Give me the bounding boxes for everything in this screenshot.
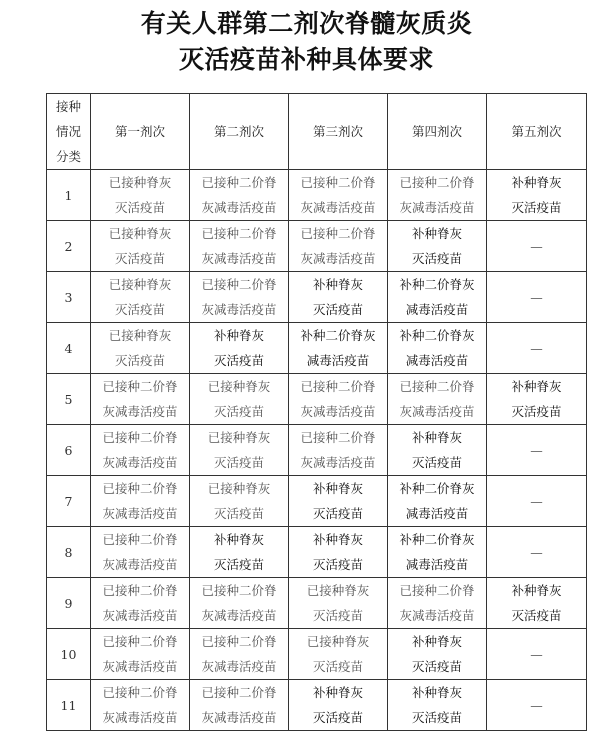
row-number: 4: [47, 323, 91, 374]
supplementary-dose-cell: [190, 527, 289, 578]
header-category-line: 分类: [55, 149, 81, 164]
header-category-line: 情况: [55, 124, 81, 139]
cell-line: 已接种二价脊: [399, 583, 475, 598]
cell-line: 已接种二价脊: [102, 379, 178, 394]
table-row: [47, 425, 587, 476]
table-row: [47, 221, 587, 272]
cell-line: 补种脊灰: [312, 277, 363, 292]
row-number: 8: [47, 527, 91, 578]
cell-line: 灭活疫苗: [114, 251, 165, 266]
received-dose-cell: [289, 374, 388, 425]
cell-line: 灭活疫苗: [411, 251, 462, 266]
supplementary-dose-cell: [487, 374, 587, 425]
cell-line: 灰减毒活疫苗: [102, 455, 178, 470]
cell-line: 已接种脊灰: [207, 481, 271, 496]
cell-line: 灰减毒活疫苗: [102, 506, 178, 521]
received-dose-cell: [190, 272, 289, 323]
cell-line: 补种脊灰: [312, 532, 363, 547]
header-dose-5: 第五剂次: [487, 94, 587, 170]
cell-line: 补种脊灰: [312, 685, 363, 700]
cell-line: 已接种二价脊: [300, 430, 376, 445]
not-applicable-cell: —: [487, 680, 587, 731]
cell-line: 灭活疫苗: [114, 302, 165, 317]
received-dose-cell: [388, 578, 487, 629]
supplementary-dose-cell: [487, 578, 587, 629]
cell-line: 灭活疫苗: [213, 404, 264, 419]
header-dose-3: 第三剂次: [289, 94, 388, 170]
cell-line: 已接种二价脊: [201, 277, 277, 292]
received-dose-cell: [190, 374, 289, 425]
supplementary-dose-cell: [388, 323, 487, 374]
received-dose-cell: [289, 425, 388, 476]
received-dose-cell: [289, 221, 388, 272]
supplementary-dose-cell: [388, 425, 487, 476]
cell-line: 补种脊灰: [213, 532, 264, 547]
row-number: 9: [47, 578, 91, 629]
table-row: [47, 374, 587, 425]
supplementary-dose-cell: [388, 629, 487, 680]
document-title-line-1: 有关人群第二剂次脊髓灰质炎: [140, 9, 473, 38]
cell-line: 灭活疫苗: [411, 710, 462, 725]
received-dose-cell: [190, 680, 289, 731]
table-row: [47, 527, 587, 578]
not-applicable-cell: —: [487, 629, 587, 680]
received-dose-cell: [91, 170, 190, 221]
received-dose-cell: [388, 374, 487, 425]
received-dose-cell: [91, 578, 190, 629]
supplementary-dose-cell: [388, 527, 487, 578]
received-dose-cell: [289, 578, 388, 629]
document-title-line-2: 灭活疫苗补种具体要求: [178, 45, 434, 74]
supplementary-dose-cell: [289, 527, 388, 578]
cell-line: 补种脊灰: [411, 430, 462, 445]
header-category-line: 接种: [55, 99, 81, 114]
cell-line: 灰减毒活疫苗: [201, 710, 277, 725]
cell-line: 已接种脊灰: [306, 634, 370, 649]
cell-line: 灭活疫苗: [312, 710, 363, 725]
received-dose-cell: [91, 476, 190, 527]
header-dose-4: 第四剂次: [388, 94, 487, 170]
cell-line: 补种脊灰: [511, 379, 562, 394]
table-row: [47, 323, 587, 374]
cell-line: 已接种二价脊: [102, 481, 178, 496]
cell-line: 灰减毒活疫苗: [300, 200, 376, 215]
supplementary-dose-cell: [388, 272, 487, 323]
supplementary-dose-cell: [388, 680, 487, 731]
received-dose-cell: [91, 374, 190, 425]
cell-line: 灭活疫苗: [213, 506, 264, 521]
row-number: 11: [47, 680, 91, 731]
not-applicable-cell: —: [487, 476, 587, 527]
cell-line: 已接种二价脊: [300, 175, 376, 190]
cell-line: 灭活疫苗: [312, 557, 363, 572]
header-category: [47, 94, 91, 170]
received-dose-cell: [289, 629, 388, 680]
received-dose-cell: [91, 221, 190, 272]
cell-line: 灭活疫苗: [114, 200, 165, 215]
received-dose-cell: [190, 425, 289, 476]
received-dose-cell: [190, 629, 289, 680]
cell-line: 减毒活疫苗: [405, 557, 469, 572]
row-number: 10: [47, 629, 91, 680]
received-dose-cell: [91, 272, 190, 323]
cell-line: 已接种二价脊: [201, 634, 277, 649]
row-number: 7: [47, 476, 91, 527]
cell-line: 已接种二价脊: [102, 634, 178, 649]
table-row: [47, 476, 587, 527]
cell-line: 灰减毒活疫苗: [102, 710, 178, 725]
cell-line: 已接种脊灰: [108, 328, 172, 343]
supplementary-dose-cell: [289, 323, 388, 374]
cell-line: 减毒活疫苗: [306, 353, 370, 368]
row-number: 3: [47, 272, 91, 323]
supplementary-dose-cell: [487, 170, 587, 221]
received-dose-cell: [388, 170, 487, 221]
cell-line: 已接种二价脊: [102, 532, 178, 547]
not-applicable-cell: —: [487, 221, 587, 272]
received-dose-cell: [91, 323, 190, 374]
row-number: 6: [47, 425, 91, 476]
cell-line: 补种二价脊灰: [399, 277, 475, 292]
cell-line: 灭活疫苗: [511, 404, 562, 419]
cell-line: 灭活疫苗: [312, 659, 363, 674]
row-number: 5: [47, 374, 91, 425]
supplementary-vaccination-table: [46, 93, 587, 731]
cell-line: 补种脊灰: [411, 634, 462, 649]
received-dose-cell: [91, 425, 190, 476]
cell-line: 补种脊灰: [312, 481, 363, 496]
cell-line: 灰减毒活疫苗: [399, 608, 475, 623]
received-dose-cell: [91, 629, 190, 680]
cell-line: 已接种二价脊: [300, 226, 376, 241]
cell-line: 补种脊灰: [411, 226, 462, 241]
supplementary-dose-cell: [388, 476, 487, 527]
cell-line: 灰减毒活疫苗: [300, 251, 376, 266]
supplementary-dose-cell: [190, 323, 289, 374]
received-dose-cell: [91, 527, 190, 578]
header-dose-2: 第二剂次: [190, 94, 289, 170]
table-header-row: [47, 94, 587, 170]
cell-line: 减毒活疫苗: [405, 506, 469, 521]
cell-line: 灭活疫苗: [312, 506, 363, 521]
header-dose-1: 第一剂次: [91, 94, 190, 170]
cell-line: 已接种脊灰: [306, 583, 370, 598]
cell-line: 灭活疫苗: [114, 353, 165, 368]
cell-line: 灰减毒活疫苗: [300, 455, 376, 470]
supplementary-dose-cell: [388, 221, 487, 272]
cell-line: 灰减毒活疫苗: [102, 659, 178, 674]
cell-line: 灭活疫苗: [411, 659, 462, 674]
cell-line: 灭活疫苗: [411, 455, 462, 470]
cell-line: 补种二价脊灰: [300, 328, 376, 343]
cell-line: 补种脊灰: [411, 685, 462, 700]
cell-line: 已接种二价脊: [300, 379, 376, 394]
cell-line: 已接种二价脊: [399, 379, 475, 394]
cell-line: 灰减毒活疫苗: [201, 608, 277, 623]
not-applicable-cell: —: [487, 272, 587, 323]
cell-line: 已接种二价脊: [201, 583, 277, 598]
cell-line: 补种二价脊灰: [399, 532, 475, 547]
received-dose-cell: [91, 680, 190, 731]
not-applicable-cell: —: [487, 425, 587, 476]
cell-line: 已接种脊灰: [108, 175, 172, 190]
received-dose-cell: [190, 170, 289, 221]
cell-line: 已接种二价脊: [102, 685, 178, 700]
cell-line: 灰减毒活疫苗: [201, 251, 277, 266]
cell-line: 灰减毒活疫苗: [399, 200, 475, 215]
cell-line: 已接种二价脊: [201, 175, 277, 190]
cell-line: 灰减毒活疫苗: [399, 404, 475, 419]
supplementary-dose-cell: [289, 272, 388, 323]
table-row: [47, 680, 587, 731]
cell-line: 已接种脊灰: [108, 277, 172, 292]
cell-line: 已接种脊灰: [108, 226, 172, 241]
cell-line: 灰减毒活疫苗: [102, 608, 178, 623]
cell-line: 灰减毒活疫苗: [201, 302, 277, 317]
received-dose-cell: [190, 578, 289, 629]
table-row: [47, 272, 587, 323]
cell-line: 灰减毒活疫苗: [300, 404, 376, 419]
not-applicable-cell: —: [487, 527, 587, 578]
received-dose-cell: [190, 476, 289, 527]
cell-line: 灰减毒活疫苗: [102, 557, 178, 572]
cell-line: 减毒活疫苗: [405, 353, 469, 368]
cell-line: 已接种二价脊: [102, 430, 178, 445]
cell-line: 已接种二价脊: [399, 175, 475, 190]
cell-line: 灭活疫苗: [511, 608, 562, 623]
row-number: 2: [47, 221, 91, 272]
cell-line: 已接种脊灰: [207, 379, 271, 394]
received-dose-cell: [190, 221, 289, 272]
cell-line: 灭活疫苗: [312, 302, 363, 317]
table-row: [47, 170, 587, 221]
not-applicable-cell: —: [487, 323, 587, 374]
cell-line: 已接种二价脊: [201, 226, 277, 241]
cell-line: 灭活疫苗: [312, 608, 363, 623]
cell-line: 灰减毒活疫苗: [201, 200, 277, 215]
cell-line: 补种二价脊灰: [399, 481, 475, 496]
cell-line: 已接种二价脊: [102, 583, 178, 598]
cell-line: 灭活疫苗: [213, 455, 264, 470]
cell-line: 灭活疫苗: [213, 353, 264, 368]
table-row: [47, 629, 587, 680]
received-dose-cell: [289, 170, 388, 221]
supplementary-dose-cell: [289, 476, 388, 527]
supplementary-dose-cell: [289, 680, 388, 731]
cell-line: 已接种脊灰: [207, 430, 271, 445]
cell-line: 灭活疫苗: [213, 557, 264, 572]
cell-line: 补种脊灰: [511, 583, 562, 598]
cell-line: 补种脊灰: [511, 175, 562, 190]
table-row: [47, 578, 587, 629]
cell-line: 灰减毒活疫苗: [102, 404, 178, 419]
cell-line: 补种二价脊灰: [399, 328, 475, 343]
cell-line: 灰减毒活疫苗: [201, 659, 277, 674]
cell-line: 补种脊灰: [213, 328, 264, 343]
cell-line: 已接种二价脊: [201, 685, 277, 700]
row-number: 1: [47, 170, 91, 221]
cell-line: 灭活疫苗: [511, 200, 562, 215]
cell-line: 减毒活疫苗: [405, 302, 469, 317]
